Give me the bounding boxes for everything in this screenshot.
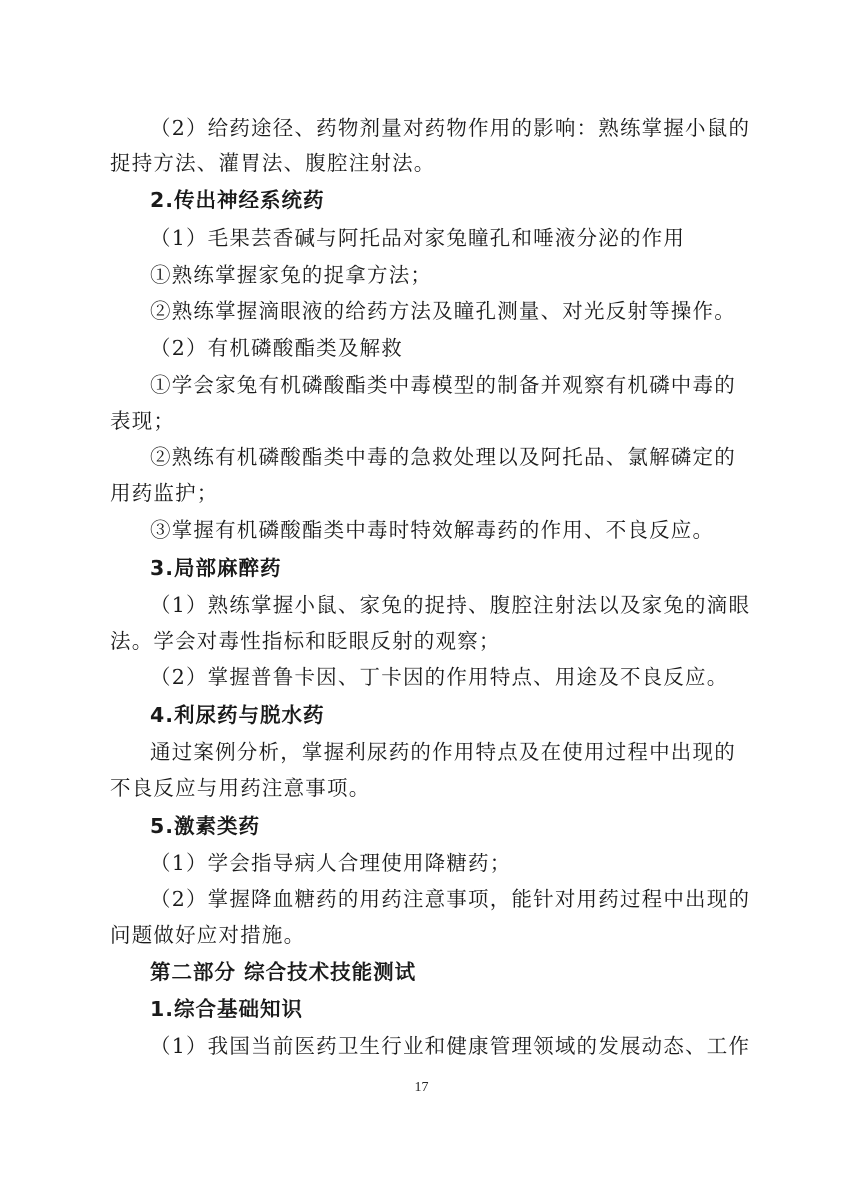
- part-heading: 第二部分 综合技术技能测试: [150, 960, 417, 984]
- paragraph-line: 通过案例分析，掌握利尿药的作用特点及在使用过程中出现的: [150, 740, 736, 764]
- paragraph-line: （2）掌握降血糖药的用药注意事项，能针对用药过程中出现的: [150, 887, 751, 911]
- paragraph-line: （1）熟练掌握小鼠、家兔的捉持、腹腔注射法以及家兔的滴眼: [150, 593, 751, 617]
- paragraph-line: ②熟练有机磷酸酯类中毒的急救处理以及阿托品、氯解磷定的: [150, 445, 736, 469]
- paragraph-line: （1）毛果芸香碱与阿托品对家兔瞳孔和唾液分泌的作用: [150, 226, 686, 250]
- paragraph-line: （2）给药途径、药物剂量对药物作用的影响：熟练掌握小鼠的: [150, 116, 751, 140]
- section-heading: 1.综合基础知识: [150, 997, 304, 1021]
- paragraph-line: ②熟练掌握滴眼液的给药方法及瞳孔测量、对光反射等操作。: [150, 299, 736, 323]
- section-heading: 5.激素类药: [150, 814, 261, 838]
- paragraph-line: 表现；: [110, 409, 176, 433]
- section-heading: 3.局部麻醉药: [150, 556, 282, 580]
- paragraph-line: 用药监护；: [110, 481, 219, 505]
- paragraph-line: （2）掌握普鲁卡因、丁卡因的作用特点、用途及不良反应。: [150, 665, 729, 689]
- paragraph-line: 不良反应与用药注意事项。: [110, 776, 371, 800]
- paragraph-line: （1）我国当前医药卫生行业和健康管理领域的发展动态、工作: [150, 1034, 751, 1058]
- paragraph-line: （2）有机磷酸酯类及解救: [150, 336, 403, 360]
- section-heading: 2.传出神经系统药: [150, 188, 325, 212]
- paragraph-line: ①学会家兔有机磷酸酯类中毒模型的制备并观察有机磷中毒的: [150, 373, 736, 397]
- paragraph-line: 捉持方法、灌胃法、腹腔注射法。: [110, 151, 436, 175]
- paragraph-line: 法。学会对毒性指标和眨眼反射的观察；: [110, 629, 501, 653]
- section-heading: 4.利尿药与脱水药: [150, 703, 325, 727]
- page-number: 17: [414, 1080, 429, 1095]
- paragraph-line: ①熟练掌握家兔的捉拿方法；: [150, 263, 433, 287]
- paragraph-line: 问题做好应对措施。: [110, 923, 306, 947]
- paragraph-line: ③掌握有机磷酸酯类中毒时特效解毒药的作用、不良反应。: [150, 518, 715, 542]
- paragraph-line: （1）学会指导病人合理使用降糖药；: [150, 851, 512, 875]
